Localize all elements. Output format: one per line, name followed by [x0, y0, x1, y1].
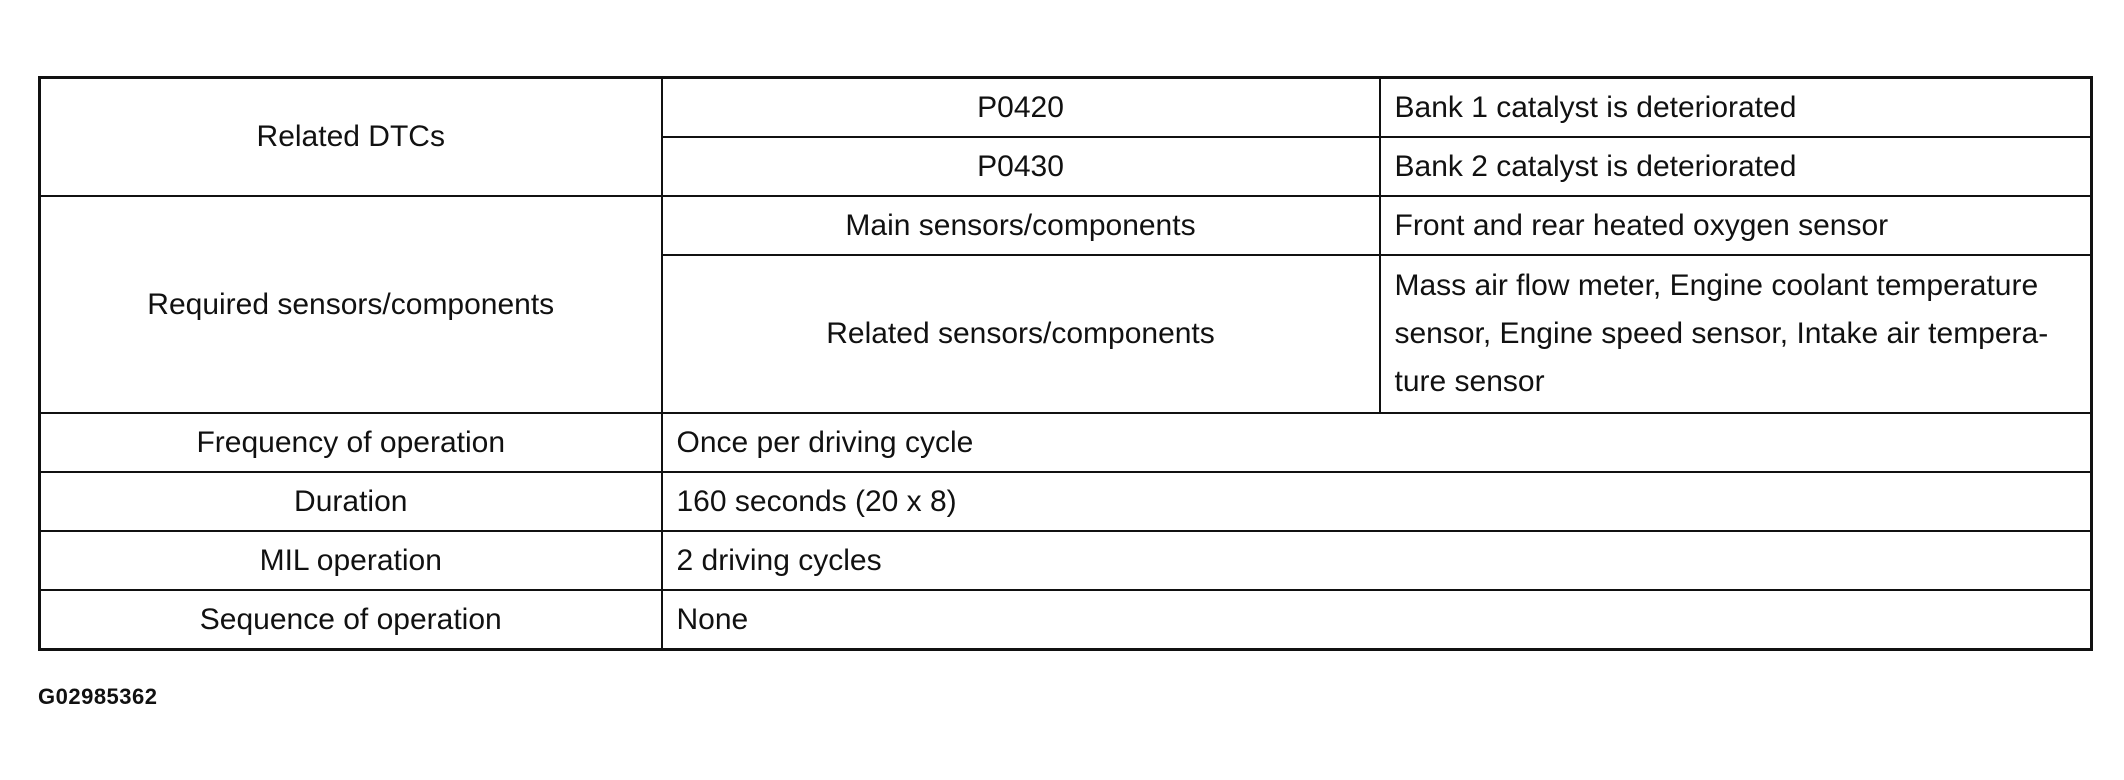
- table-row: [40, 78, 2092, 138]
- main-sensors-value: Front and rear heated oxygen sensor: [1380, 196, 2092, 255]
- dtc-description: Bank 2 catalyst is deteriorated: [1380, 137, 2092, 196]
- related-sensors-line: sensor, Engine speed sensor, Intake air tempera-: [1394, 317, 2049, 350]
- table-row: [40, 531, 2092, 590]
- related-sensors-line: ture sensor: [1394, 365, 1545, 398]
- required-sensors-label: Required sensors/components: [40, 196, 662, 413]
- monitor-spec-table: [38, 76, 2093, 651]
- table-row: [40, 590, 2092, 650]
- dtc-description: Bank 1 catalyst is deteriorated: [1380, 78, 2092, 138]
- duration-label: Duration: [40, 472, 662, 531]
- table-row: [40, 413, 2092, 472]
- sequence-value: None: [662, 590, 2092, 650]
- frequency-label: Frequency of operation: [40, 413, 662, 472]
- figure-code: G02985362: [38, 684, 158, 709]
- main-sensors-label: Main sensors/components: [662, 196, 1380, 255]
- related-sensors-label: Related sensors/components: [662, 255, 1380, 413]
- table-row: [40, 196, 2092, 255]
- related-sensors-line: Mass air flow meter, Engine coolant temperature: [1394, 269, 2039, 302]
- table-row: [40, 472, 2092, 531]
- duration-value: 160 seconds (20 x 8): [662, 472, 2092, 531]
- mil-operation-value: 2 driving cycles: [662, 531, 2092, 590]
- mil-operation-label: MIL operation: [40, 531, 662, 590]
- dtc-code: P0420: [662, 78, 1380, 138]
- related-dtcs-label: Related DTCs: [40, 78, 662, 197]
- frequency-value: Once per driving cycle: [662, 413, 2092, 472]
- related-sensors-value: [1380, 255, 2092, 413]
- sequence-label: Sequence of operation: [40, 590, 662, 650]
- dtc-code: P0430: [662, 137, 1380, 196]
